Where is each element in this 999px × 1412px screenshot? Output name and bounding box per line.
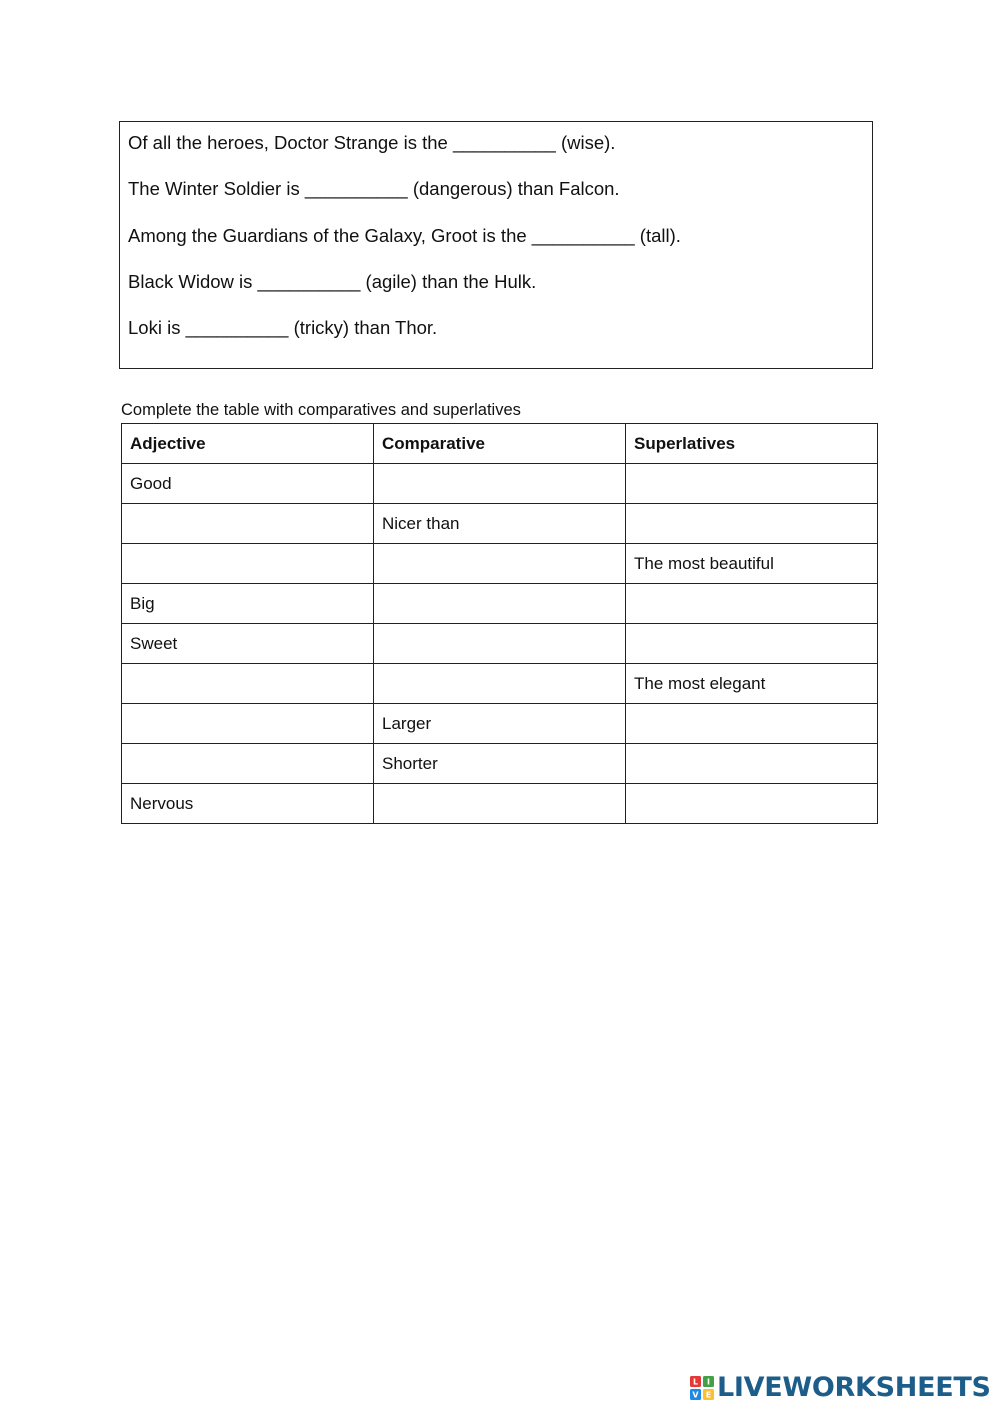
fill-in-the-blanks-box (119, 121, 873, 369)
svg-text:L: L (692, 1377, 699, 1387)
comparative-cell: Shorter (374, 744, 626, 784)
superlative-cell: The most beautiful (626, 544, 878, 584)
comparative-cell (374, 464, 626, 504)
superlative-cell (626, 624, 878, 664)
svg-text:V: V (692, 1390, 699, 1400)
superlative-cell (626, 504, 878, 544)
superlative-cell (626, 744, 878, 784)
sentence-2: The Winter Soldier is __________ (dangerous) than Falcon. (128, 178, 620, 199)
table-instruction: Complete the table with comparatives and superlatives (121, 401, 521, 419)
adjective-cell (122, 744, 374, 784)
brand-text: LIVEWORKSHEETS (717, 1372, 991, 1403)
comparatives-table (121, 423, 878, 824)
comparative-cell (374, 624, 626, 664)
table-row (122, 704, 878, 744)
table-row (122, 504, 878, 544)
comparative-cell (374, 544, 626, 584)
table-row (122, 664, 878, 704)
liveworksheets-logo-icon (690, 1376, 714, 1400)
superlative-cell: The most elegant (626, 664, 878, 704)
table-row (122, 744, 878, 784)
table-row (122, 544, 878, 584)
superlative-cell (626, 784, 878, 824)
adjective-cell: Nervous (122, 784, 374, 824)
sentence-1: Of all the heroes, Doctor Strange is the __________ (wise). (128, 132, 616, 153)
comparative-cell (374, 584, 626, 624)
svg-text:E: E (705, 1390, 712, 1400)
liveworksheets-brand (690, 1372, 991, 1404)
sentence-5: Loki is __________ (tricky) than Thor. (128, 317, 438, 338)
adjective-cell (122, 504, 374, 544)
header-adjective: Adjective (122, 424, 374, 464)
table-row (122, 784, 878, 824)
adjective-cell (122, 664, 374, 704)
comparative-cell (374, 784, 626, 824)
superlative-cell (626, 704, 878, 744)
sentence-4: Black Widow is __________ (agile) than the Hulk. (128, 271, 537, 292)
comparative-cell: Nicer than (374, 504, 626, 544)
superlative-cell (626, 464, 878, 504)
adjective-cell: Good (122, 464, 374, 504)
sentence-3: Among the Guardians of the Galaxy, Groot is the __________ (tall). (128, 225, 681, 246)
table-row (122, 464, 878, 504)
adjective-cell: Sweet (122, 624, 374, 664)
adjective-cell (122, 544, 374, 584)
comparative-cell (374, 664, 626, 704)
table-row (122, 624, 878, 664)
table-row (122, 584, 878, 624)
superlative-cell (626, 584, 878, 624)
adjective-cell (122, 704, 374, 744)
table-header-row (122, 424, 878, 464)
svg-text:I: I (707, 1377, 710, 1387)
comparative-cell: Larger (374, 704, 626, 744)
adjective-cell: Big (122, 584, 374, 624)
header-superlatives: Superlatives (626, 424, 878, 464)
header-comparative: Comparative (374, 424, 626, 464)
